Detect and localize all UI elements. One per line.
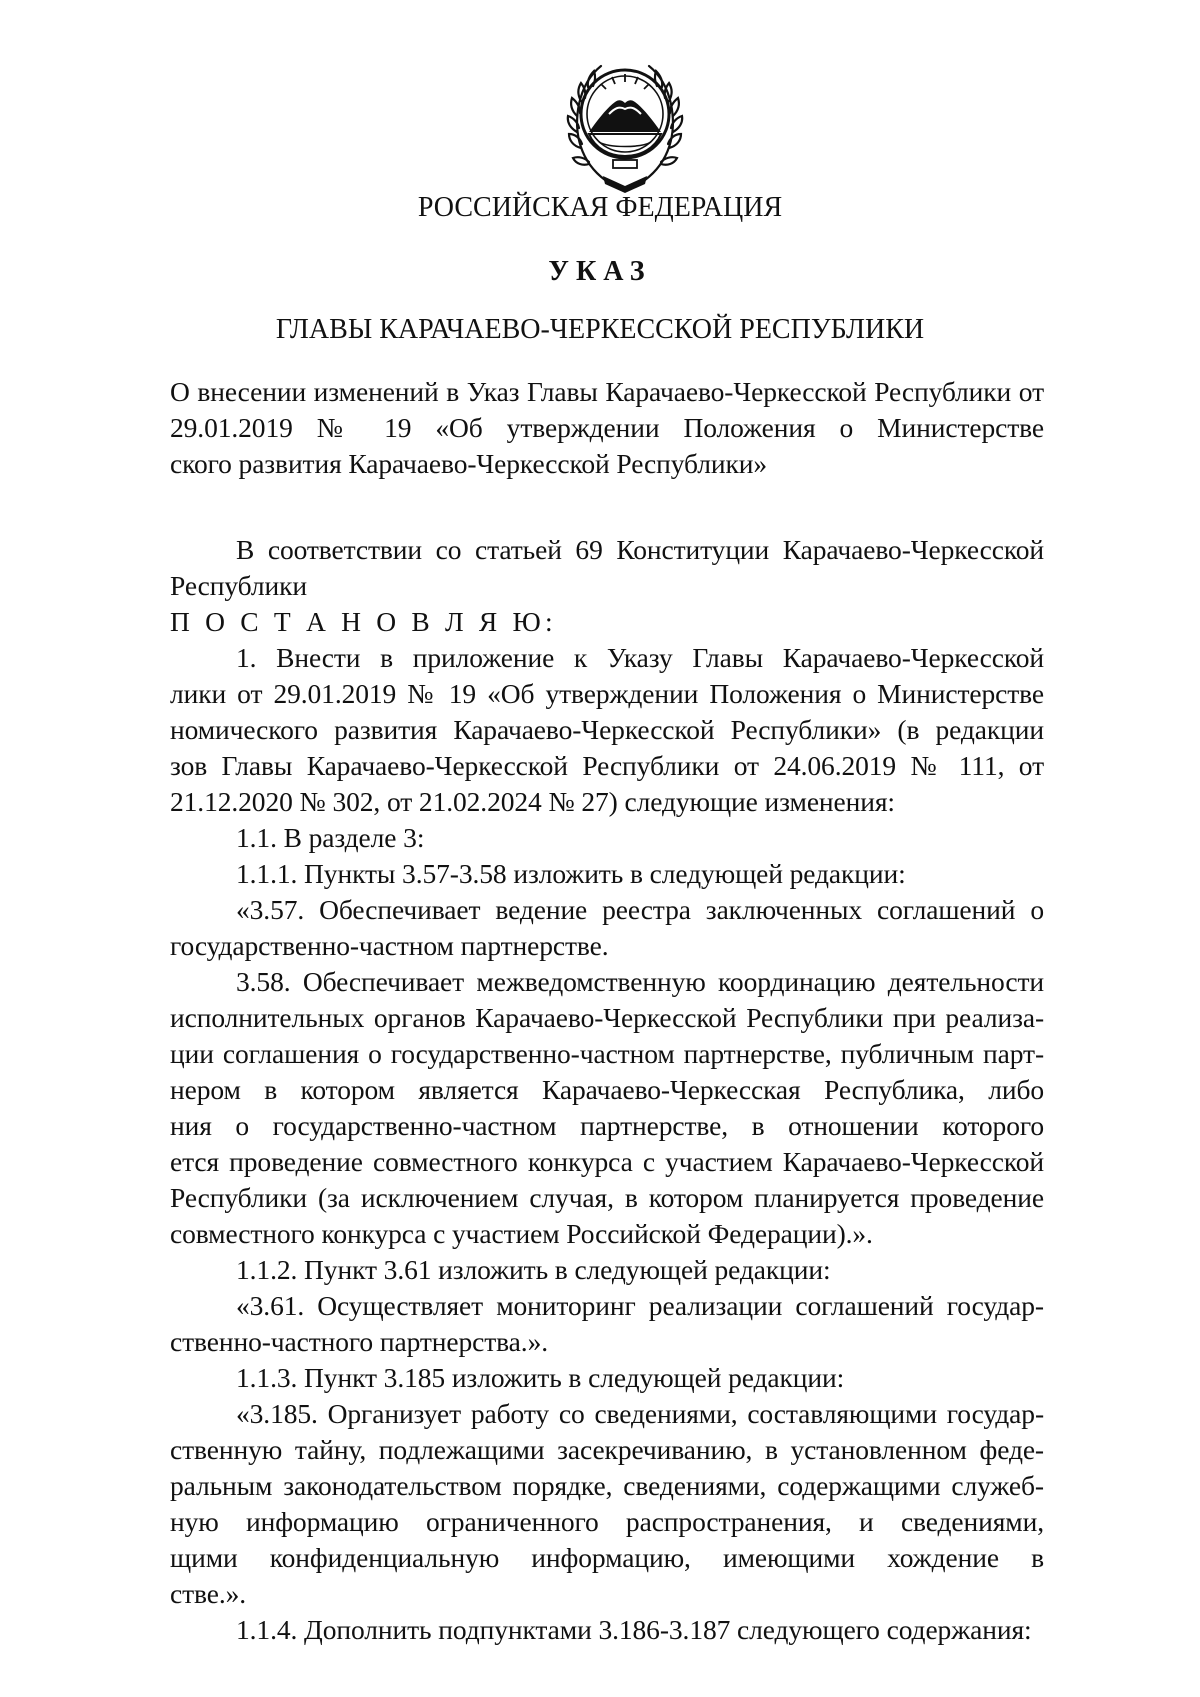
body-line: совместного конкурса с участием Российской Федерации).».: [170, 1218, 873, 1249]
issuer-heading: ГЛАВЫ КАРАЧАЕВО-ЧЕРКЕССКОЙ РЕСПУБЛИКИ: [275, 314, 925, 345]
body-line: ется проведение совместного конкурса с участием Карачаево-Черкесской: [170, 1146, 1044, 1177]
body-line: зов Главы Карачаево-Черкесской Республики от 24.06.2019 № 111, от: [170, 750, 1044, 781]
body-line: государственно-частном партнерстве.: [170, 930, 609, 961]
body-line: ральным законодательством порядке, сведениями, содержащими служеб-: [170, 1470, 1044, 1501]
body-line: ции соглашения о государственно-частном партнерстве, публичным парт-: [170, 1038, 1044, 1069]
country-heading: РОССИЙСКАЯ ФЕДЕРАЦИЯ: [417, 192, 783, 223]
body-line: ственную тайну, подлежащими засекречиванию, в установленном феде-: [170, 1434, 1044, 1465]
body-line: 1.1.1. Пункты 3.57-3.58 изложить в следующей редакции:: [236, 858, 906, 889]
body-line: «3.185. Организует работу со сведениями, составляющими государ-: [236, 1398, 1044, 1429]
body-line: нером в котором является Карачаево-Черкесская Республика, либо: [170, 1074, 1044, 1105]
document-type-heading: УКАЗ: [548, 256, 652, 287]
body-line: 1.1.2. Пункт 3.61 изложить в следующей редакции:: [236, 1254, 831, 1285]
document-title-line: О внесении изменений в Указ Главы Карачаево-Черкесской Республики от: [170, 376, 1044, 407]
body-line: стве.».: [170, 1578, 247, 1609]
body-line: «3.57. Обеспечивает ведение реестра заключенных соглашений о: [236, 894, 1044, 925]
body-line: ственно-частного партнерства.».: [170, 1326, 548, 1357]
body-line: 3.58. Обеспечивает межведомственную координацию деятельности: [236, 966, 1044, 997]
body-line: номического развития Карачаево-Черкесской Республики» (в редакции: [170, 714, 1044, 745]
coat-of-arms-icon: [565, 52, 685, 194]
document-title-line: 29.01.2019 № 19 «Об утверждении Положения о Министерстве: [170, 412, 1044, 443]
body-line: 1.1.3. Пункт 3.185 изложить в следующей редакции:: [236, 1362, 845, 1393]
body-line: Республики (за исключением случая, в котором планируется проведение: [170, 1182, 1044, 1213]
body-line: В соответствии со статьей 69 Конституции Карачаево-Черкесской: [236, 534, 1044, 565]
body-line: исполнительных органов Карачаево-Черкесской Республики при реализа-: [170, 1002, 1044, 1033]
body-line: Республики: [170, 570, 307, 601]
document-title-line: ского развития Карачаево-Черкесской Республики»: [170, 448, 768, 479]
body-line: ную информацию ограниченного распространения, и сведениями,: [170, 1506, 1044, 1537]
body-line: 21.12.2020 № 302, от 21.02.2024 № 27) следующие изменения:: [170, 786, 895, 817]
body-line: 1. Внести в приложение к Указу Главы Карачаево-Черкесской: [236, 642, 1044, 673]
decree-keyword: П О С Т А Н О В Л Я Ю:: [170, 606, 557, 637]
body-line: 1.1.4. Дополнить подпунктами 3.186-3.187 следующего содержания:: [236, 1614, 1032, 1645]
body-line: ния о государственно-частном партнерстве, в отношении которого: [170, 1110, 1044, 1141]
body-line: лики от 29.01.2019 № 19 «Об утверждении Положения о Министерстве: [170, 678, 1044, 709]
body-line: «3.61. Осуществляет мониторинг реализации соглашений государ-: [236, 1290, 1044, 1321]
body-line: щими конфиденциальную информацию, имеющими хождение в: [170, 1542, 1044, 1573]
body-line: 1.1. В разделе 3:: [236, 822, 425, 853]
